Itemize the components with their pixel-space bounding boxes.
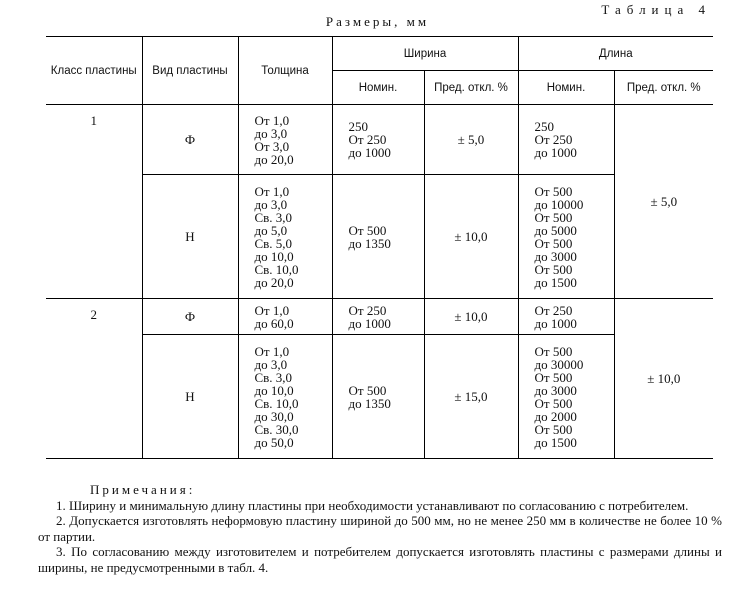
width-tolerance-cell: ± 5,0 — [424, 105, 518, 175]
thickness-cell — [238, 175, 332, 299]
thickness-cell-line: Св. 30,0 — [254, 421, 299, 437]
width-nominal-cell-line: 250 — [348, 119, 368, 134]
width-nominal-cell-line: до 1350 — [348, 395, 391, 411]
thickness-cell-line: От 1,0 — [254, 183, 290, 199]
length-nominal-cell-line: От 250 — [534, 132, 573, 147]
table-row — [46, 175, 713, 299]
class-cell: 2 — [46, 299, 142, 459]
length-tolerance-cell: ± 10,0 — [614, 299, 713, 459]
length-nominal-cell-line: От 500 — [534, 209, 573, 225]
class-cell: 1 — [46, 105, 142, 299]
thickness-cell-line: Св. 5,0 — [254, 235, 293, 251]
thickness-cell-line: Св. 10,0 — [254, 261, 299, 277]
length-nominal-cell — [518, 105, 614, 175]
length-nominal-cell-line: От 500 — [534, 183, 573, 199]
width-nominal-cell-line: до 1000 — [348, 145, 391, 160]
length-nominal-cell-line: От 500 — [534, 395, 573, 411]
thickness-cell-line: до 20,0 — [254, 151, 294, 167]
thickness-cell-line: до 3,0 — [254, 196, 288, 212]
note-item: 3. По согласованию между изготовителем и потребителем допускается изготовлять пластины с размерами длины и ширины, не предусмотренными в табл. 4. — [38, 544, 722, 575]
thickness-cell-line: Св. 3,0 — [254, 369, 293, 385]
note-item: 2. Допускается изготовлять неформовую пластину шириной до 500 мм, но не менее 250 мм в количестве не более 10 % от партии. — [38, 513, 722, 544]
length-tolerance-cell: ± 5,0 — [614, 105, 713, 299]
thickness-cell-line: до 20,0 — [254, 274, 294, 290]
width-nominal-cell-line: От 250 — [348, 302, 387, 318]
width-nominal-cell-line: От 250 — [348, 132, 387, 147]
kind-cell: Н — [142, 335, 238, 459]
thickness-cell — [238, 299, 332, 335]
length-nominal-cell-line: От 500 — [534, 369, 573, 385]
kind-cell: Ф — [142, 105, 238, 175]
length-nominal-cell-line: От 250 — [534, 302, 573, 318]
thickness-cell-line: От 1,0 — [254, 112, 290, 128]
length-nominal-cell-line: От 500 — [534, 261, 573, 277]
width-nominal-cell — [332, 175, 424, 299]
length-nominal-cell — [518, 335, 614, 459]
kind-cell: Ф — [142, 299, 238, 335]
notes-block — [38, 482, 722, 575]
width-tolerance-cell: ± 15,0 — [424, 335, 518, 459]
thickness-cell — [238, 335, 332, 459]
length-nominal-cell-line: до 3000 — [534, 382, 577, 398]
width-nominal-cell — [332, 299, 424, 335]
header-length: Длина — [518, 37, 713, 71]
width-nominal-cell-line: до 1000 — [348, 315, 391, 331]
width-nominal-cell-line: От 500 — [348, 222, 387, 238]
width-nominal-cell — [332, 335, 424, 459]
thickness-cell-line: до 10,0 — [254, 382, 294, 398]
length-nominal-cell-line: до 2000 — [534, 408, 577, 424]
thickness-cell-line: до 50,0 — [254, 434, 294, 450]
thickness-cell-line: до 5,0 — [254, 222, 288, 238]
length-nominal-cell — [518, 299, 614, 335]
thickness-cell-line: От 1,0 — [254, 343, 290, 359]
length-nominal-cell-line: до 1000 — [534, 315, 577, 331]
length-nominal-cell-line: до 10000 — [534, 196, 584, 212]
width-tolerance-cell: ± 10,0 — [424, 175, 518, 299]
length-nominal-cell — [518, 175, 614, 299]
width-tolerance-cell: ± 10,0 — [424, 299, 518, 335]
thickness-cell-line: до 3,0 — [254, 356, 288, 372]
header-class: Класс пластины — [46, 37, 142, 105]
length-nominal-cell-line: до 1500 — [534, 434, 577, 450]
header-width-nominal: Номин. — [332, 71, 424, 105]
table-row — [46, 335, 713, 459]
length-nominal-cell-line: От 500 — [534, 421, 573, 437]
dimensions-table — [46, 36, 713, 459]
length-nominal-cell-line: 250 — [534, 119, 554, 134]
thickness-cell-line: до 30,0 — [254, 408, 294, 424]
length-nominal-cell-line: до 1000 — [534, 145, 577, 160]
width-nominal-cell-line: От 500 — [348, 382, 387, 398]
table-body — [46, 105, 713, 459]
thickness-cell — [238, 105, 332, 175]
units-subtitle: Размеры, мм — [325, 14, 430, 29]
table-number-label: Таблица 4 — [601, 2, 711, 17]
header-length-nominal: Номин. — [518, 71, 614, 105]
width-nominal-cell-line: до 1350 — [348, 235, 391, 251]
length-nominal-cell-line: до 5000 — [534, 222, 577, 238]
thickness-cell-line: От 1,0 — [254, 302, 290, 318]
width-nominal-cell — [332, 105, 424, 175]
table-row — [46, 105, 713, 175]
length-nominal-cell-line: до 1500 — [534, 274, 577, 290]
note-item: 1. Ширину и минимальную длину пластины при необходимости устанавливают по согласованию с потребителем. — [56, 497, 689, 513]
thickness-cell-line: до 10,0 — [254, 248, 294, 264]
header-width: Ширина — [332, 37, 518, 71]
length-nominal-cell-line: От 500 — [534, 343, 573, 359]
notes-title: Примечания: — [90, 482, 196, 497]
thickness-cell-line: Св. 10,0 — [254, 395, 299, 411]
thickness-cell-line: От 3,0 — [254, 138, 290, 154]
thickness-cell-line: Св. 3,0 — [254, 209, 293, 225]
thickness-cell-line: до 3,0 — [254, 125, 288, 141]
header-kind: Вид пластины — [142, 37, 238, 105]
header-length-tolerance: Пред. откл. % — [614, 71, 713, 105]
kind-cell: Н — [142, 175, 238, 299]
header-thickness: Толщина — [238, 37, 332, 105]
header-width-tolerance: Пред. откл. % — [424, 71, 518, 105]
length-nominal-cell-line: до 3000 — [534, 248, 577, 264]
thickness-cell-line: до 60,0 — [254, 315, 294, 331]
length-nominal-cell-line: до 30000 — [534, 356, 584, 372]
table-row — [46, 299, 713, 335]
length-nominal-cell-line: От 500 — [534, 235, 573, 251]
